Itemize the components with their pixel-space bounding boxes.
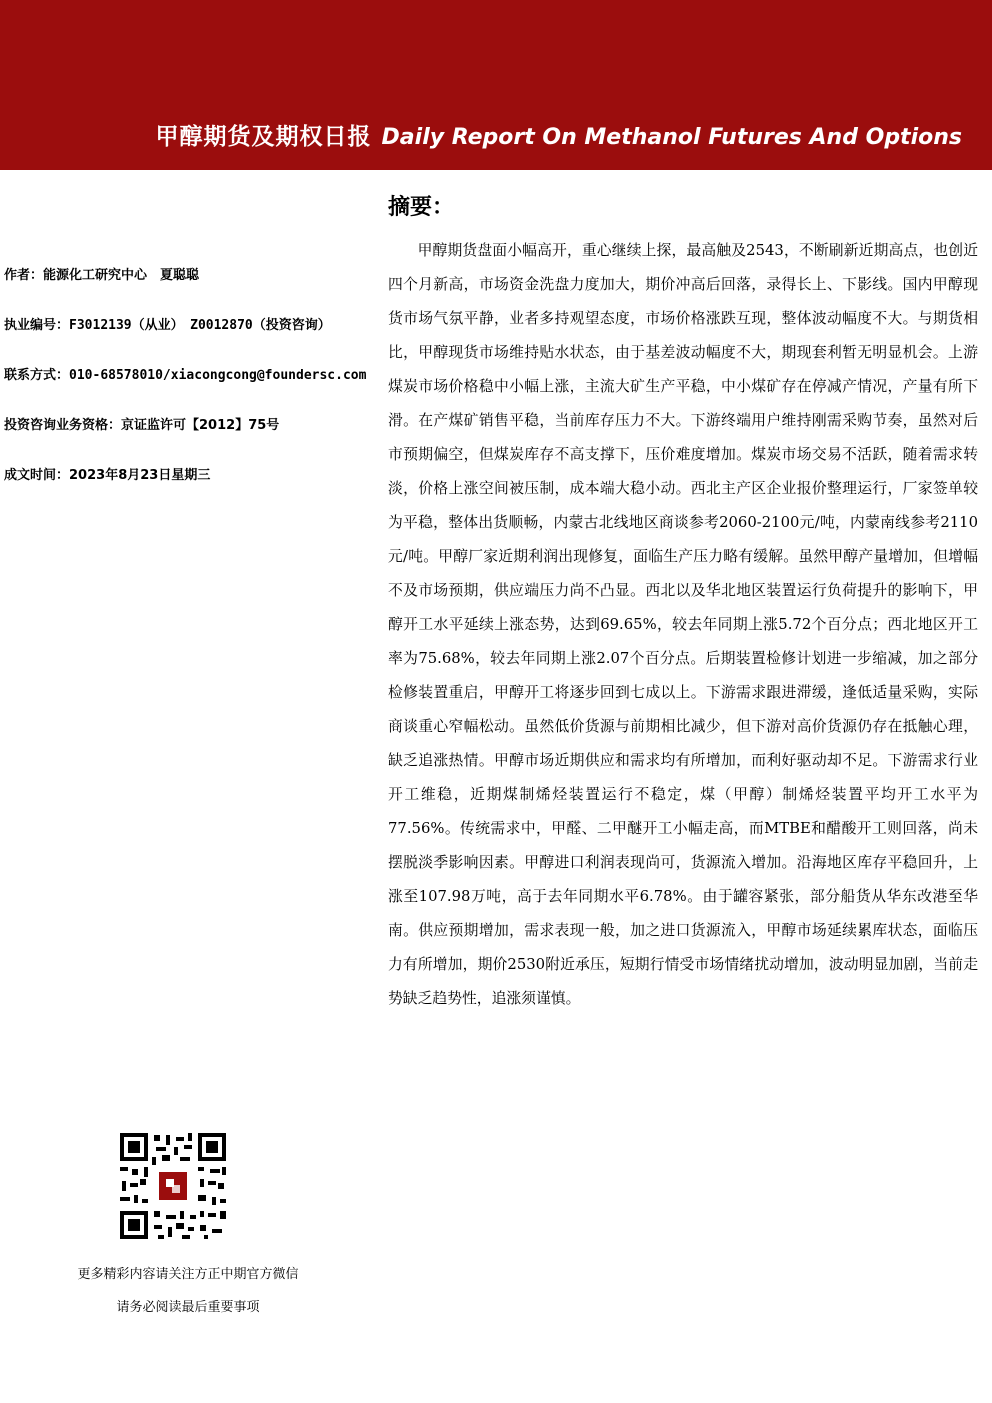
summary-heading: 摘要： — [388, 195, 455, 220]
license-value: F3012139（从业） Z0012870（投资咨询） — [69, 318, 331, 333]
license-label: 执业编号： — [4, 318, 70, 333]
author-info — [4, 268, 376, 518]
report-title-en: Daily Report On Methanol Futures And Options — [381, 125, 962, 150]
qr-code-icon — [118, 1131, 228, 1241]
date-row — [4, 468, 376, 484]
date-value: 2023年8月23日星期三 — [69, 468, 211, 483]
disclaimer-note: 请务必阅读最后重要事项 — [116, 1300, 260, 1315]
wechat-note: 更多精彩内容请关注方正中期官方微信 — [77, 1267, 299, 1282]
qualification-row — [4, 418, 376, 434]
summary-body: 甲醇期货盘面小幅高开，重心继续上探，最高触及2543，不断刷新近期高点，也创近四个月新高，市场资金洗盘力度加大，期价冲高后回落，录得长上、下影线。国内甲醇现货市场气氛平静，业者多持观望态度，市场价格涨跌互现，整体波动幅度不大。与期货相比，甲醇现货市场维持贴水状态，由于基差波动幅度不大，期现套利暂无明显机会。上游煤炭市场价格稳中小幅上涨，主流大矿生产平稳，中小煤矿存在停减产情况，产量有所下滑。在产煤矿销售平稳，当前库存压力不大。下游终端用户维持刚需采购节奏，虽然对后市预期偏空，但煤炭库存不高支撑下，压价难度增加。煤炭市场交易不活跃，随着需求转淡，价格上涨空间被压制，成本端大稳小动。西北主产区企业报价整理运行，厂家签单较为平稳，整体出货顺畅，内蒙古北线地区商谈参考2060-2100元/吨，内蒙南线参考2110元/吨。甲醇厂家近期利润出现修复，面临生产压力略有缓解。虽然甲醇产量增加，但增幅不及市场预期，供应端压力尚不凸显。西北以及华北地区装置运行负荷提升的影响下，甲醇开工水平延续上涨态势，达到69.65%，较去年同期上涨5.72个百分点；西北地区开工率为75.68%，较去年同期上涨2.07个百分点。后期装置检修计划进一步缩减，加之部分检修装置重启，甲醇开工将逐步回到七成以上。下游需求跟进滞缓，逢低适量采购，实际商谈重心窄幅松动。虽然低价货源与前期相比减少，但下游对高价货源仍存在抵触心理，缺乏追涨热情。甲醇市场近期供应和需求均有所增加，而利好驱动却不足。下游需求行业开工维稳，近期煤制烯烃装置运行不稳定，煤（甲醇）制烯烃装置平均开工水平为77.56%。传统需求中，甲醛、二甲醚开工小幅走高，而MTBE和醋酸开工则回落，尚未摆脱淡季影响因素。甲醇进口利润表现尚可，货源流入增加。沿海地区库存平稳回升，上涨至107.98万吨，高于去年同期水平6.78%。由于罐容紧张，部分船货从华东改港至华南。供应预期增加，需求表现一般，加之进口货源流入，甲醇市场延续累库状态，面临压力有所增加，期价2530附近承压，短期行情受市场情绪扰动增加，波动明显加剧，当前走势缺乏趋势性，追涨须谨慎。 — [388, 242, 978, 1007]
author-value: 能源化工研究中心 夏聪聪 — [43, 268, 200, 283]
report-title-cn: 甲醇期货及期权日报 — [155, 124, 372, 150]
contact-row — [4, 368, 376, 384]
contact-value: 010-68578010/xiacongcong@foundersc.com — [69, 368, 367, 383]
date-label: 成文时间： — [4, 468, 70, 483]
qualification-label: 投资咨询业务资格： — [4, 418, 122, 433]
license-row — [4, 318, 376, 334]
header-banner — [0, 0, 992, 170]
author-label: 作者： — [4, 268, 44, 283]
qualification-value: 京证监许可【2012】75号 — [121, 418, 280, 433]
author-row — [4, 268, 376, 284]
report-title — [156, 118, 962, 151]
contact-label: 联系方式： — [4, 368, 70, 383]
qr-code-graphic — [118, 1131, 228, 1241]
